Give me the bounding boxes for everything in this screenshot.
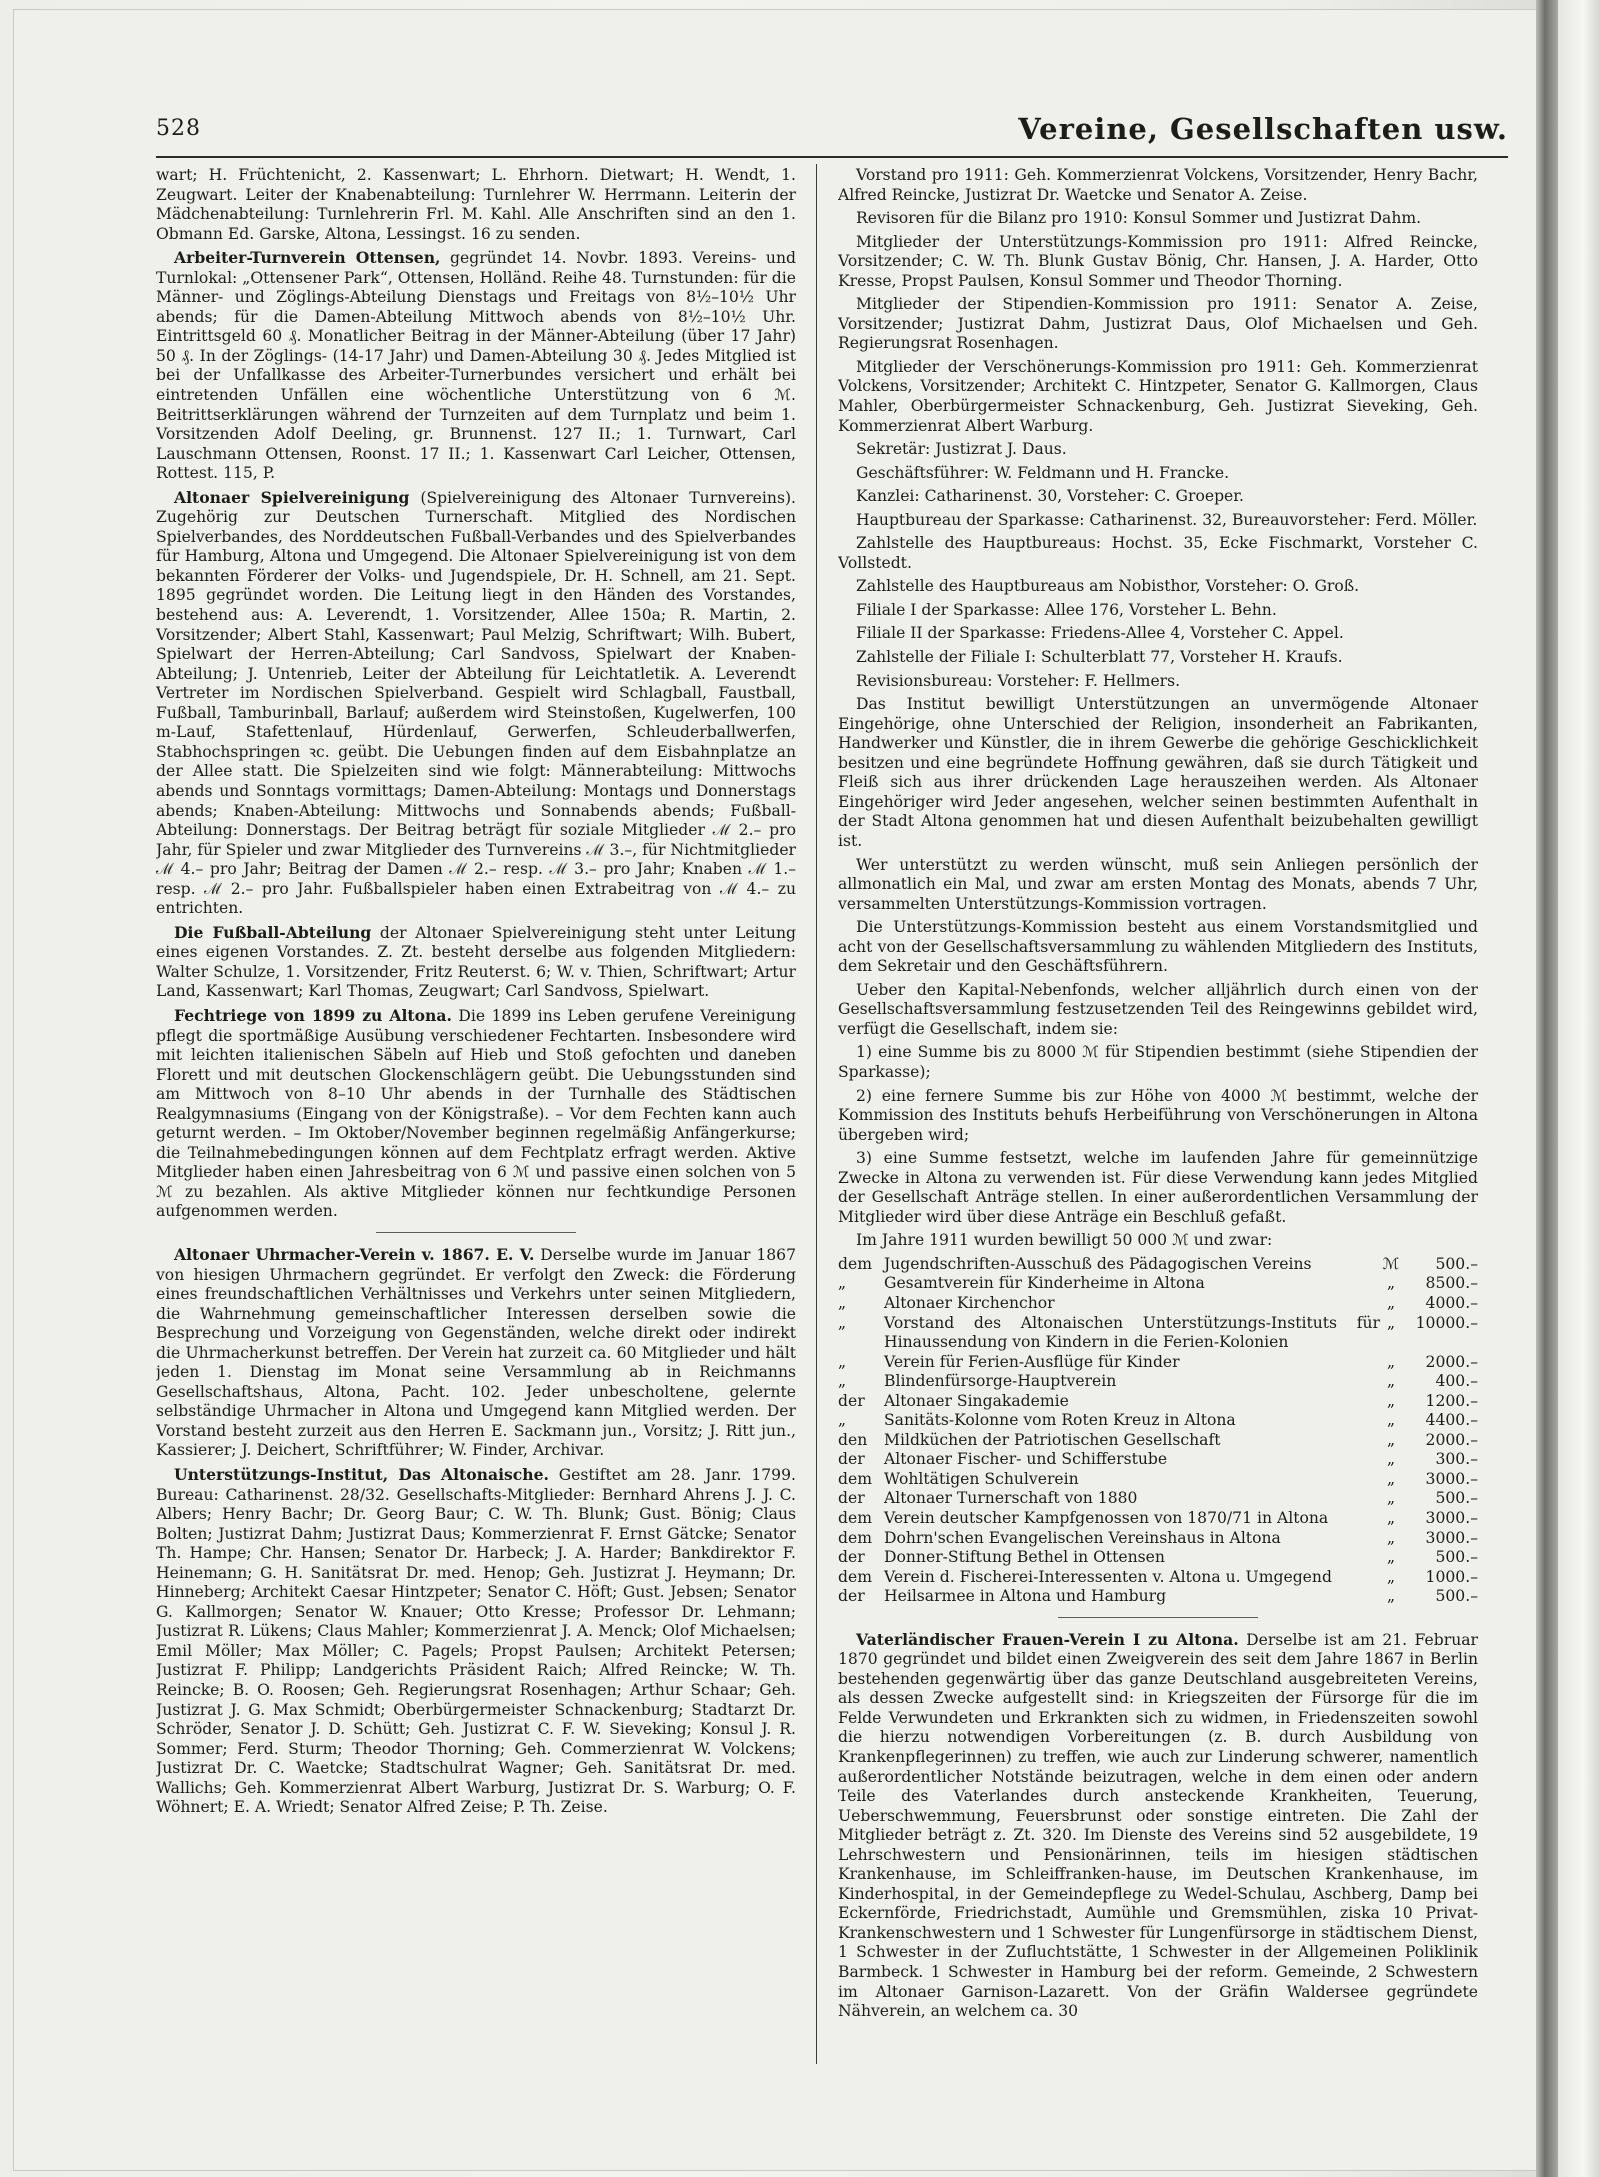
- grant-row: [838, 1470, 1478, 1490]
- entry-body: gegründet 14. Novbr. 1893. Vereins- und Turnlokal: „Ottensener Park“, Ottensen, Holländ. Reihe 48. Turnstunden: für die Männer- und Zöglings-Abteilung Dienstags und Freitags von 8½–10½ Uhr abends; für die Damen-Abteilung Mittwoch abends von 8½–10½ Uhr. Eintrittsgeld 60 ₰. Monatlicher Beitrag in der Männer-Abteilung (über 17 Jahr) 50 ₰. In der Zöglings- (14-17 Jahr) und Damen-Abteilung 30 ₰. Jedes Mitglied ist bei der Unfallkasse des Arbeiter-Turnerbundes versichert und erhält bei eintretenden Unfällen eine wöchentliche Unterstützung von 6 ℳ. Beitrittserklärungen während der Turnzeiten auf dem Turnplatz und beim 1. Vorsitzenden Adolf Deeling, gr. Brunnenst. 127 II.; 1. Turnwart, Carl Lauschmann Ottensen, Roonst. 17 II.; 1. Kassenwart Carl Leicher, Ottensen, Rottest. 115, P.: [156, 249, 796, 483]
- grant-prefix: „: [838, 1411, 847, 1430]
- entry-body: Die 1899 ins Leben gerufene Vereinigung pflegt die sportmäßige Ausübung verschiedener Fechtarten. Insbesondere wird mit leichten italienischen Säbeln auf Hieb und Stoß gefochten und daneben Florett und mit deutschen Glockenschlägern geübt. Die Uebungsstunden sind am Mittwoch von 8–10 Uhr abends in der Turnhalle des Städtischen Realgymnasiums (Eingang von der Königstraße). – Vor dem Fechten kann auch geturnt werden. – Im Oktober/November beginnen regelmäßig Anfängerkurse; die Teilnahmebedingungen können auf dem Fechtplatz erfragt werden. Aktive Mitglieder haben einen Jahresbeitrag von 6 ℳ und passive einen solchen von 5 ℳ zu bezahlen. Als aktive Mitglieder können nur fechtkundige Personen aufgenommen werden.: [156, 1006, 796, 1221]
- grant-row: [838, 1568, 1478, 1588]
- grant-prefix: dem: [838, 1469, 872, 1488]
- grant-amount: 400.–: [1435, 1372, 1478, 1391]
- grant-prefix: „: [838, 1313, 847, 1332]
- paragraph-turnverein-continued: wart; H. Früchtenicht, 2. Kassenwart; L. Ehrhorn. Dietwart; H. Wendt, 1. Zeugwart. Leiter der Knabenabteilung: Turnlehrer W. Herrmann. Leiterin der Mädchenabteilung: Turnlehrerin Frl. M. Kahl. Alle Anschriften sind an den 1. Obmann Ed. Garske, Altona, Lessingst. 16 zu senden.: [156, 166, 796, 243]
- grant-currency: „: [1386, 1391, 1396, 1410]
- grant-currency: „: [1386, 1528, 1396, 1547]
- grant-currency: „: [1386, 1587, 1396, 1606]
- right-column: [838, 166, 1478, 2076]
- paragraph-zahlstelle-hochst: Zahlstelle des Hauptbureaus: Hochst. 35, Ecke Fischmarkt, Vorsteher C. Vollstedt.: [838, 534, 1478, 572]
- paragraph-vorstand: Vorstand pro 1911: Geh. Kommerzienrat Volckens, Vorsitzender, Henry Bachr, Alfred Reincke, Justizrat Dr. Waetcke und Senator A. Zeise.: [838, 166, 1478, 204]
- grant-recipient: Donner-Stiftung Bethel in Ottensen: [884, 1548, 1165, 1567]
- grant-currency: „: [1386, 1548, 1396, 1567]
- entry-heading: Fechtriege von 1899 zu Altona.: [174, 1005, 452, 1025]
- grant-prefix: „: [838, 1352, 847, 1371]
- entry-body: (Spielvereinigung des Altonaer Turnvereins). Zugehörig zur Deutschen Turnerschaft. Mitglied des Nordischen Spielverbandes, des Norddeutschen Fußball-Verbandes und des Spielverbandes für Hamburg, Altona und Umgegend. Die Altonaer Spielvereinigung ist von dem bekannten Förderer der Volks- und Jugendspiele, Dr. H. Schnell, am 21. Sept. 1895 gegründet worden. Die Leitung liegt in den Händen des Vorstandes, bestehend aus: A. Leverendt, 1. Vorsitzender, Allee 150a; R. Martin, 2. Vorsitzender; Albert Stahl, Kassenwart; Paul Melzig, Schriftwart; Wilh. Bubert, Spielwart der Herren-Abteilung; Carl Sandvoss, Spielwart der Knaben-Abteilung; J. Untenrieb, Leiter der Abteilung für Leichtatletik. A. Leverendt Vertreter im Nordischen Spielverband. Gespielt wird Schlagball, Faustball, Fußball, Tamburinball, Barlauf; außerdem wird Steinstoßen, Kugelwerfen, 100 m-Lauf, Stafettenlauf, Hürdenlauf, Gerwerfen, Schleuderballwerfen, Stabhochspringen ꝛc. geübt. Die Uebungen finden auf dem Eisbahnplatze an der Allee statt. Die Spielzeiten sind wie folgt: Männerabteilung: Mittwochs abends und Sonntags vormittags; Damen-Abteilung: Montags und Donnerstags abends; Knaben-Abteilung: Mittwochs und Sonnabends abends; Fußball-Abteilung: Donnerstags. Der Beitrag beträgt für soziale Mitglieder ℳ 2.– pro Jahr, für Spieler und zwar Mitglieder des Turnvereins ℳ 3.–, für Nichtmitglieder ℳ 4.– pro Jahr; Beitrag der Damen ℳ 2.– resp. ℳ 3.– pro Jahr; Knaben ℳ 1.– resp. ℳ 2.– pro Jahr. Fußballspieler haben einen Extrabeitrag von ℳ 4.– zu entrichten.: [156, 488, 796, 918]
- page-header: [156, 112, 1508, 152]
- paragraph-item-1: 1) eine Summe bis zu 8000 ℳ für Stipendien bestimmt (siehe Stipendien der Sparkasse);: [838, 1043, 1478, 1081]
- grant-prefix: der: [838, 1391, 865, 1410]
- entry-fussball-abteilung: [156, 923, 796, 1002]
- grant-currency: „: [1386, 1293, 1396, 1312]
- column-rule: [816, 164, 817, 2064]
- grant-recipient: Heilsarmee in Altona und Hamburg: [884, 1587, 1167, 1606]
- grant-recipient: Altonaer Singakademie: [884, 1391, 1069, 1410]
- paragraph-hauptbureau: Hauptbureau der Sparkasse: Catharinenst. 32, Bureauvorsteher: Ferd. Möller.: [856, 510, 1478, 529]
- grant-amount: 3000.–: [1425, 1528, 1478, 1547]
- entry-body: Derselbe ist am 21. Februar 1870 gegründet und bildet einen Zweigverein des seit dem Jahre 1867 in Berlin bestehenden gegenwärtig über das ganze Deutschland ausgebreiteten Vereins, als dessen Zwecke aufgestellt sind: in Kriegszeiten der Fürsorge für die im Felde Verwundeten und Erkrankten sich zu widmen, in Friedenszeiten sowohl die hierzu notwendigen Vorbereitungen (z. B. durch Ausbildung von Krankenpflegerinnen) zu treffen, wie auch zur Linderung schwerer, namentlich außerordentlicher Notstände beizutragen, welche in dem einen oder andern Teile des Vaterlandes durch ansteckende Krankheiten, Teuerung, Ueberschwemmung, Feuersbrunst oder sonstige eintreten. Die Zahl der Mitglieder beträgt z. Zt. 320. Im Dienste des Vereins sind 52 ausgebildete, 19 Lehrschwestern und Pensionärinnen, teils im hiesigen städtischen Krankenhause, im Schleiffranken-hause, im Deutschen Krankenhause, im Kinderhospital, in der Gemeindepflege zu Wedel-Schulau, Aschberg, Damp bei Eckernförde, Friedrichstadt, Aumühle und Gremsmühlen, ziska 10 Privat-Krankenschwestern und 1 Schwester für Lungenfürsorge in städtischem Dienst, 1 Schwester in der Zufluchtstätte, 1 Schwester in der Allgemeinen Poliklinik Barmbeck. 1 Schwester in Hamburg bei der reform. Gemeinde, 2 Schwestern im Altonaer Garnison-Lazarett. Von der Gräfin Waldersee gegründete Nähverein, an welchem ca. 30: [838, 1630, 1478, 2021]
- grant-currency: „: [1386, 1489, 1396, 1508]
- paragraph-zahlstelle-filiale: Zahlstelle der Filiale I: Schulterblatt 77, Vorsteher H. Kraufs.: [856, 648, 1343, 667]
- grants-table: [838, 1255, 1478, 1607]
- entry-body: Derselbe wurde im Januar 1867 von hiesigen Uhrmachern gegründet. Er verfolgt den Zweck: die Förderung eines freundschaftlichen Verhältnisses und Verkehrs unter seinen Mitgliedern, die Wahrnehmung gemeinschaftlicher Interessen derselben sowie die Besprechung und Vorzeigung von Gegenständen, welche direkt oder indirekt die Uhrmacherkunst betreffen. Der Verein hat zurzeit ca. 60 Mitglieder und hält jeden 1. Dienstag im Monat seine Versammlung ab in Reichmanns Gesellschaftshaus, Altona, Pacht. 102. Jeder unbescholtene, gelernte selbständige Uhrmacher in Altona und Umgegend kann Mitglied werden. Der Vorstand besteht zurzeit aus den Herren E. Sackmann jun., Vorsitz; J. Ritt jun., Kassierer; J. Deichert, Schriftführer; W. Finder, Archivar.: [156, 1245, 796, 1460]
- grant-amount: 8500.–: [1425, 1274, 1478, 1293]
- paragraph-geschaeftsfuehrer: Geschäftsführer: W. Feldmann und H. Francke.: [856, 463, 1230, 482]
- running-title: Vereine, Gesellschaften usw.: [1018, 112, 1508, 146]
- entry-unterstuetzungs-institut: [156, 1465, 796, 1818]
- grant-amount: 500.–: [1435, 1548, 1478, 1567]
- grant-currency: „: [1386, 1469, 1396, 1488]
- grant-amount: 2000.–: [1425, 1352, 1478, 1371]
- grant-prefix: der: [838, 1587, 865, 1606]
- grant-recipient: Verein für Ferien-Ausflüge für Kinder: [884, 1352, 1180, 1371]
- grant-prefix: „: [838, 1274, 847, 1293]
- entry-frauen-verein: [838, 1630, 1478, 2022]
- grant-recipient: Wohltätigen Schulverein: [884, 1469, 1079, 1488]
- grant-amount: 1200.–: [1425, 1391, 1478, 1410]
- grant-prefix: dem: [838, 1528, 872, 1547]
- grant-row: [838, 1450, 1478, 1470]
- grant-currency: „: [1386, 1509, 1396, 1527]
- grant-prefix: „: [838, 1372, 847, 1391]
- grant-row: [838, 1411, 1478, 1431]
- paragraph-revisoren: Revisoren für die Bilanz pro 1910: Konsul Sommer und Justizrat Dahm.: [856, 209, 1422, 228]
- grant-amount: 2000.–: [1425, 1430, 1478, 1449]
- grant-currency: ℳ: [1382, 1254, 1400, 1273]
- grant-recipient: Blindenfürsorge-Hauptverein: [884, 1372, 1117, 1391]
- paragraph-revisionsbureau: Revisionsbureau: Vorsteher: F. Hellmers.: [856, 671, 1181, 690]
- paragraph-kapital-nebenfonds: Ueber den Kapital-Nebenfonds, welcher alljährlich durch einen von der Gesellschaftsversammlung festzusetzenden Teil des Reingewinns gebildet wird, verfügt die Gesellschaft, indem sie:: [838, 980, 1478, 1038]
- grant-recipient: Dohrn'schen Evangelischen Vereinshaus in Altona: [884, 1528, 1281, 1547]
- grant-currency: „: [1386, 1313, 1396, 1332]
- grant-recipient: Altonaer Turnerschaft von 1880: [884, 1489, 1138, 1508]
- grant-row: [838, 1431, 1478, 1451]
- grant-row: [838, 1509, 1478, 1529]
- grant-row: [838, 1294, 1478, 1314]
- grant-row: [838, 1372, 1478, 1392]
- page-number: 528: [156, 116, 201, 141]
- grant-amount: 500.–: [1435, 1587, 1478, 1606]
- grant-amount: 500.–: [1435, 1254, 1478, 1273]
- grant-row: [838, 1489, 1478, 1509]
- left-column: [156, 166, 796, 2076]
- grant-row: [838, 1274, 1478, 1294]
- grant-currency: „: [1386, 1274, 1396, 1293]
- grant-recipient: Altonaer Fischer- und Schifferstube: [884, 1450, 1168, 1469]
- grant-recipient: Verein deutscher Kampfgenossen von 1870/71 in Altona: [884, 1509, 1329, 1527]
- grant-prefix: „: [838, 1293, 847, 1312]
- grant-prefix: dem: [838, 1509, 872, 1527]
- grant-row: [838, 1314, 1478, 1353]
- paragraph-stipendien-kommission: Mitglieder der Stipendien-Kommission pro 1911: Senator A. Zeise, Vorsitzender; Justizrat Dahm, Justizrat Daus, Olof Michaelsen und Geh. Regierungsrat Rosenhagen.: [838, 295, 1478, 353]
- grant-amount: 3000.–: [1425, 1469, 1478, 1488]
- grant-amount: 4400.–: [1425, 1411, 1478, 1430]
- grant-currency: „: [1386, 1352, 1396, 1371]
- entry-heading: Vaterländischer Frauen-Verein I zu Altona.: [856, 1629, 1239, 1649]
- entry-arbeiter-turnverein: [156, 248, 796, 484]
- paragraph-zahlstelle-nobisthor: Zahlstelle des Hauptbureaus am Nobisthor, Vorsteher: O. Groß.: [856, 577, 1360, 596]
- grant-currency: „: [1386, 1567, 1396, 1586]
- grant-prefix: der: [838, 1489, 865, 1508]
- entry-heading: Altonaer Uhrmacher-Verein v. 1867. E. V.: [174, 1244, 535, 1264]
- grant-recipient: Gesamtverein für Kinderheime in Altona: [884, 1274, 1205, 1293]
- grant-recipient: Altonaer Kirchenchor: [884, 1293, 1055, 1312]
- grant-currency: „: [1386, 1450, 1396, 1469]
- grant-amount: 1000.–: [1425, 1567, 1478, 1586]
- grant-recipient: Mildküchen der Patriotischen Gesellschaft: [884, 1430, 1221, 1449]
- paragraph-bewilligt: Im Jahre 1911 wurden bewilligt 50 000 ℳ und zwar:: [856, 1231, 1273, 1250]
- grant-amount: 4000.–: [1425, 1293, 1478, 1312]
- grant-prefix: dem: [838, 1254, 872, 1273]
- grant-prefix: der: [838, 1450, 865, 1469]
- paragraph-antrag: Wer unterstützt zu werden wünscht, muß sein Anliegen persönlich der allmonatlich ein Mal, und zwar am ersten Montag des Monats, abends 7 Uhr, versammelten Unterstützungs-Kommission vortragen.: [838, 855, 1478, 913]
- grant-currency: „: [1386, 1372, 1396, 1391]
- grant-row: [838, 1353, 1478, 1373]
- grant-prefix: der: [838, 1548, 865, 1567]
- entry-body: Gestiftet am 28. Janr. 1799. Bureau: Catharinenst. 28/32. Gesellschafts-Mitglieder: Bernhard Ahrens J. J. C. Albers; Henry Bachr; Dr. Georg Baur; C. W. Th. Blunk; Gust. Bönig; Claus Bolten; Justizrat Dahm; Justizrat Daus; Kommerzienrat F. Ernst Gätcke; Senator Th. Hampe; Chr. Hansen; Senator Dr. Harbeck; J. A. Harder; Bankdirektor F. Heinemann; G. H. Sanitätsrat Dr. med. Henop; Geh. Justizrat J. Heymann; Dr. Hinneberg; Architekt Caesar Hintzpeter; Senator C. Höft; Gust. Jebsen; Senator G. Kallmorgen; Senator W. Knauer; Otto Kresse; Professor Dr. Lehmann; Justizrat R. Lükens; Claus Mahler; Kommerzienrat J. A. Menck; Olof Michaelsen; Emil Möller; Max Möller; C. Pagels; Propst Paulsen; Architekt Petersen; Justizrat F. Philipp; Landgerichts Präsident Raich; Alfred Reincke; W. Th. Reincke; B. O. Roosen; Geh. Regierungsrat Rosenhagen; Arthur Schaar; Geh. Justizrat J. G. Max Schmidt; Oberbürgermeister Schnackenburg; Stadtarzt Dr. Schröder, Senator J. D. Schütt; Geh. Justizrat C. F. W. Sieveking; Konsul J. R. Sommer; Ferd. Sturm; Theodor Thorning; Geh. Commerzienrat W. Volckens; Justizrat Dr. C. Waetcke; Stadtschulrat Wagner; Geh. Sanitätsrat Dr. med. Wallichs; Geh. Kommerzienrat Albert Warburg, Justizrat Dr. S. Warburg; O. F. Wöhnert; E. A. Wriedt; Senator Alfred Zeise; P. Th. Zeise.: [156, 1466, 796, 1817]
- entry-fechtriege: [156, 1006, 796, 1222]
- book-gutter: [1536, 0, 1558, 2177]
- grant-amount: 300.–: [1435, 1450, 1478, 1469]
- entry-body: der Altonaer Spielvereinigung steht unter Leitung eines eigenen Vorstandes. Z. Zt. besteht derselbe aus folgenden Mitgliedern: Walter Schulze, 1. Vorsitzender, Fritz Reuterst. 6; W. v. Thien, Schriftwart; Artur Land, Kassenwart; Karl Thomas, Zeugwart; Carl Sandvoss, Spielwart.: [156, 923, 796, 1001]
- grant-recipient: Vorstand des Altonaischen Unterstützungs-Instituts für Hinaussendung von Kindern in die Ferien-Kolonien: [884, 1313, 1380, 1352]
- facing-page-edge: [1558, 0, 1600, 2177]
- header-rule: [156, 156, 1508, 158]
- section-separator: [376, 1232, 576, 1233]
- grant-currency: „: [1386, 1411, 1396, 1430]
- paragraph-item-3: 3) eine Summe festsetzt, welche im laufenden Jahre für gemeinnützige Zwecke in Altona zu verwenden ist. Für diese Verwendung kann jedes Mitglied der Gesellschaft Anträge stellen. In einer außerordentlichen Versammlung der Mitglieder wird über diese Anträge ein Beschluß gefaßt.: [838, 1149, 1478, 1226]
- paragraph-verschoenerungs-kommission: Mitglieder der Verschönerungs-Kommission pro 1911: Geh. Kommerzienrat Volckens, Vorsitzender; Architekt C. Hintzpeter, Senator G. Kallmorgen, Claus Mahler, Oberbürgermeister Schnackenburg, Geh. Justizrat Sieveking, Geh. Kommerzienrat Albert Warburg.: [838, 357, 1478, 435]
- entry-heading: Arbeiter-Turnverein Ottensen,: [174, 248, 441, 268]
- grant-prefix: den: [838, 1430, 868, 1449]
- grant-amount: 500.–: [1435, 1489, 1478, 1508]
- entry-spielvereinigung: [156, 488, 796, 919]
- grant-recipient: Sanitäts-Kolonne vom Roten Kreuz in Altona: [884, 1411, 1236, 1430]
- entry-heading: Die Fußball-Abteilung: [174, 922, 372, 942]
- paragraph-kanzlei: Kanzlei: Catharinenst. 30, Vorsteher: C. Groeper.: [856, 487, 1244, 506]
- grant-amount: 3000.–: [1425, 1509, 1478, 1527]
- grant-amount: 10000.–: [1415, 1313, 1478, 1332]
- entry-heading: Unterstützungs-Institut, Das Altonaische.: [174, 1465, 549, 1484]
- grant-prefix: dem: [838, 1567, 872, 1586]
- grant-row: [838, 1548, 1478, 1568]
- grant-recipient: Jugendschriften-Ausschuß des Pädagogischen Vereins: [884, 1254, 1312, 1273]
- section-separator: [1058, 1617, 1258, 1618]
- entry-uhrmacher-verein: [156, 1245, 796, 1461]
- grant-row: [838, 1255, 1478, 1275]
- paragraph-item-2: 2) eine fernere Summe bis zur Höhe von 4000 ℳ bestimmt, welche der Kommission des Instituts behufs Herbeiführung von Verschönerungen in Altona übergeben wird;: [838, 1086, 1478, 1144]
- grant-row: [838, 1392, 1478, 1412]
- paragraph-institut-zweck: Das Institut bewilligt Unterstützungen an unvermögende Altonaer Eingehörige, ohne Unterschied der Religion, insonderheit an Fabrikanten, Handwerker und Künstler, die in ihrem Gewerbe die gehörige Geschicklichkeit besitzen und eine begründete Hoffnung gewähren, daß sie durch Tätigkeit und Fleiß sich aus ihrer drückenden Lage herauszeihen werden. Als Altonaer Eingehöriger wird Jeder angesehen, welcher seinen bestimmten Aufenthalt in der Stadt Altona genommen hat und diesen Aufenthalt beizubehalten gewilligt ist.: [838, 695, 1478, 850]
- grant-row: [838, 1587, 1478, 1607]
- paragraph-filiale-2: Filiale II der Sparkasse: Friedens-Allee 4, Vorsteher C. Appel.: [856, 624, 1344, 643]
- paragraph-kommission: Die Unterstützungs-Kommission besteht aus einem Vorstandsmitglied und acht von der Gesellschaftsversammlung zu wählenden Mitgliedern des Instituts, dem Sekretair und den Geschäftsführern.: [838, 918, 1478, 976]
- entry-heading: Altonaer Spielvereinigung: [174, 487, 410, 507]
- paragraph-filiale-1: Filiale I der Sparkasse: Allee 176, Vorsteher L. Behn.: [856, 600, 1277, 619]
- grant-currency: „: [1386, 1430, 1396, 1449]
- paragraph-sekretaer: Sekretär: Justizrat J. Daus.: [856, 440, 1067, 459]
- grant-recipient: Verein d. Fischerei-Interessenten v. Altona u. Umgegend: [884, 1567, 1332, 1586]
- paragraph-unterstuetzungs-kommission: Mitglieder der Unterstützungs-Kommission pro 1911: Alfred Reincke, Vorsitzender; C. W. Th. Blunk Gustav Bönig, Chr. Hansen, J. A. Harder, Otto Kresse, Propst Paulsen, Konsul Sommer und Theodor Thorning.: [838, 232, 1478, 290]
- grant-row: [838, 1529, 1478, 1549]
